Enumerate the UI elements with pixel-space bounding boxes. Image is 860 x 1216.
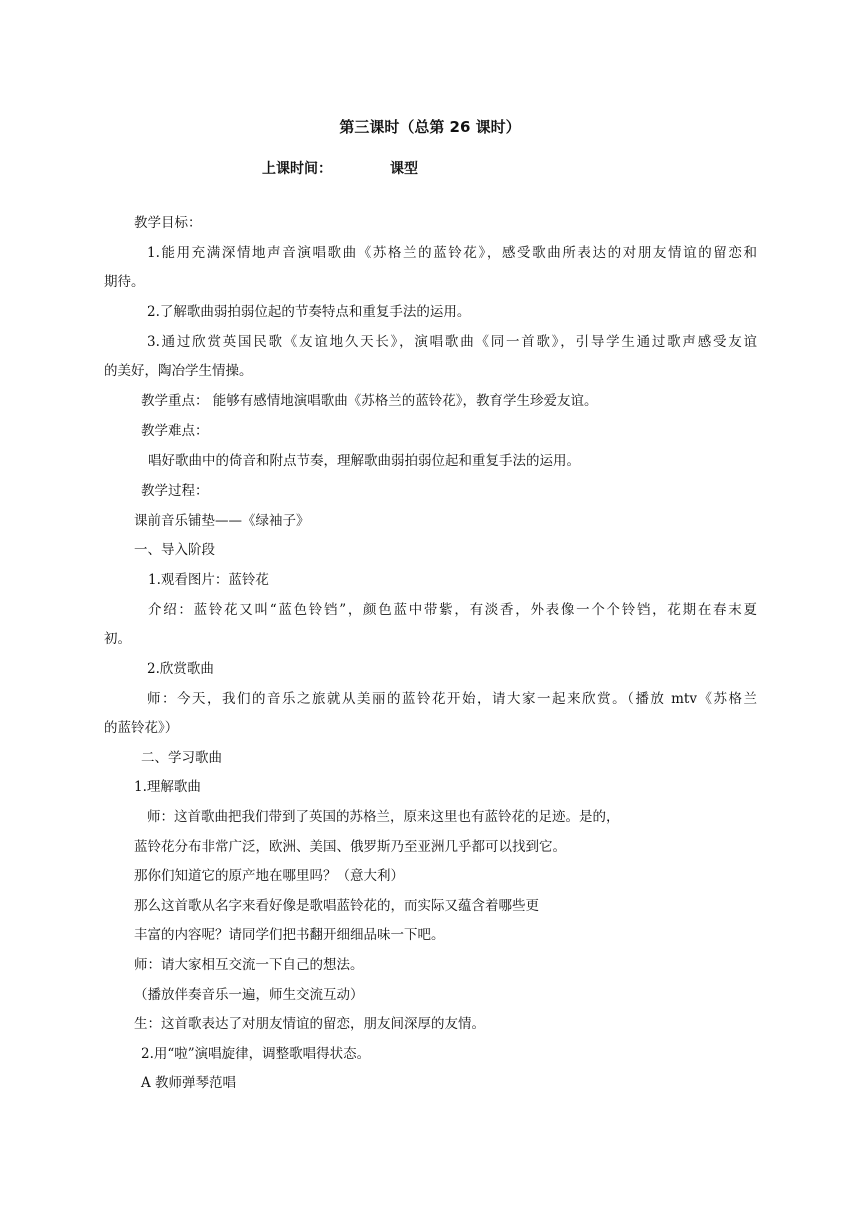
paragraph-line: 2.用“啦”演唱旋律，调整歌唱得状态。 — [141, 1046, 371, 1062]
paragraph-line: 的蓝铃花》） — [104, 720, 179, 736]
paragraph-line: 期待。 — [104, 274, 145, 290]
paragraph-line: 课前音乐铺垫——《绿袖子》 — [134, 513, 310, 529]
paragraph-line: 的美好，陶冶学生情操。 — [104, 363, 253, 379]
page-title: 第三课时（总第 26 课时） — [339, 118, 521, 136]
paragraph-line: 师：这首歌曲把我们带到了英国的苏格兰，原来这里也有蓝铃花的足迹。是的， — [147, 809, 620, 825]
paragraph-line: 教学目标： — [134, 215, 202, 231]
paragraph-line: 师：请大家相互交流一下自己的想法。 — [134, 957, 364, 973]
lesson-meta — [262, 158, 418, 180]
paragraph-line: 1.观看图片：蓝铃花 — [148, 572, 269, 588]
paragraph-line: 教学难点： — [141, 423, 209, 439]
paragraph-line: 介绍：蓝铃花又叫“蓝色铃铛”，颜色蓝中带紫，有淡香，外表像一个个铃铛，花期在春末夏 — [148, 602, 757, 618]
paragraph-line: 那么这首歌从名字来看好像是歌唱蓝铃花的，而实际又蕴含着哪些更 — [134, 898, 539, 914]
paragraph-line: 那你们知道它的原产地在哪里吗？（意大利） — [134, 868, 404, 884]
paragraph-line: 初。 — [104, 631, 131, 647]
paragraph-line: 教学过程： — [141, 483, 209, 499]
paragraph-line: 1.能用充满深情地声音演唱歌曲《苏格兰的蓝铃花》，感受歌曲所表达的对朋友情谊的留恋和 — [147, 245, 757, 261]
paragraph-line: 二、学习歌曲 — [141, 750, 222, 766]
paragraph-line: 师：今天，我们的音乐之旅就从美丽的蓝铃花开始，请大家一起来欣赏。（播放 mtv《苏格兰 — [147, 691, 757, 707]
paragraph-line: 生：这首歌表达了对朋友情谊的留恋，朋友间深厚的友情。 — [134, 1016, 485, 1032]
paragraph-line: A 教师弹琴范唱 — [141, 1075, 237, 1091]
paragraph-line: 2.欣赏歌曲 — [147, 661, 214, 677]
paragraph-line: 1.理解歌曲 — [134, 779, 201, 795]
lesson-type-label: 课型 — [390, 161, 418, 177]
paragraph-line: 丰富的内容呢？请同学们把书翻开细细品味一下吧。 — [134, 927, 445, 943]
paragraph-line: 蓝铃花分布非常广泛，欧洲、美国、俄罗斯乃至亚洲几乎都可以找到它。 — [134, 839, 566, 855]
paragraph-line: 一、导入阶段 — [134, 542, 215, 558]
paragraph-line: 唱好歌曲中的倚音和附点节奏，理解歌曲弱拍弱位起和重复手法的运用。 — [148, 453, 580, 469]
class-time-label: 上课时间： — [262, 161, 332, 177]
paragraph-line: 教学重点： 能够有感情地演唱歌曲《苏格兰的蓝铃花》，教育学生珍爱友谊。 — [141, 393, 598, 409]
paragraph-line: （播放伴奏音乐一遍，师生交流互动） — [134, 987, 364, 1003]
paragraph-line: 2.了解歌曲弱拍弱位起的节奏特点和重复手法的运用。 — [147, 304, 471, 320]
paragraph-line: 3.通过欣赏英国民歌《友谊地久天长》，演唱歌曲《同一首歌》，引导学生通过歌声感受友谊 — [147, 334, 757, 350]
